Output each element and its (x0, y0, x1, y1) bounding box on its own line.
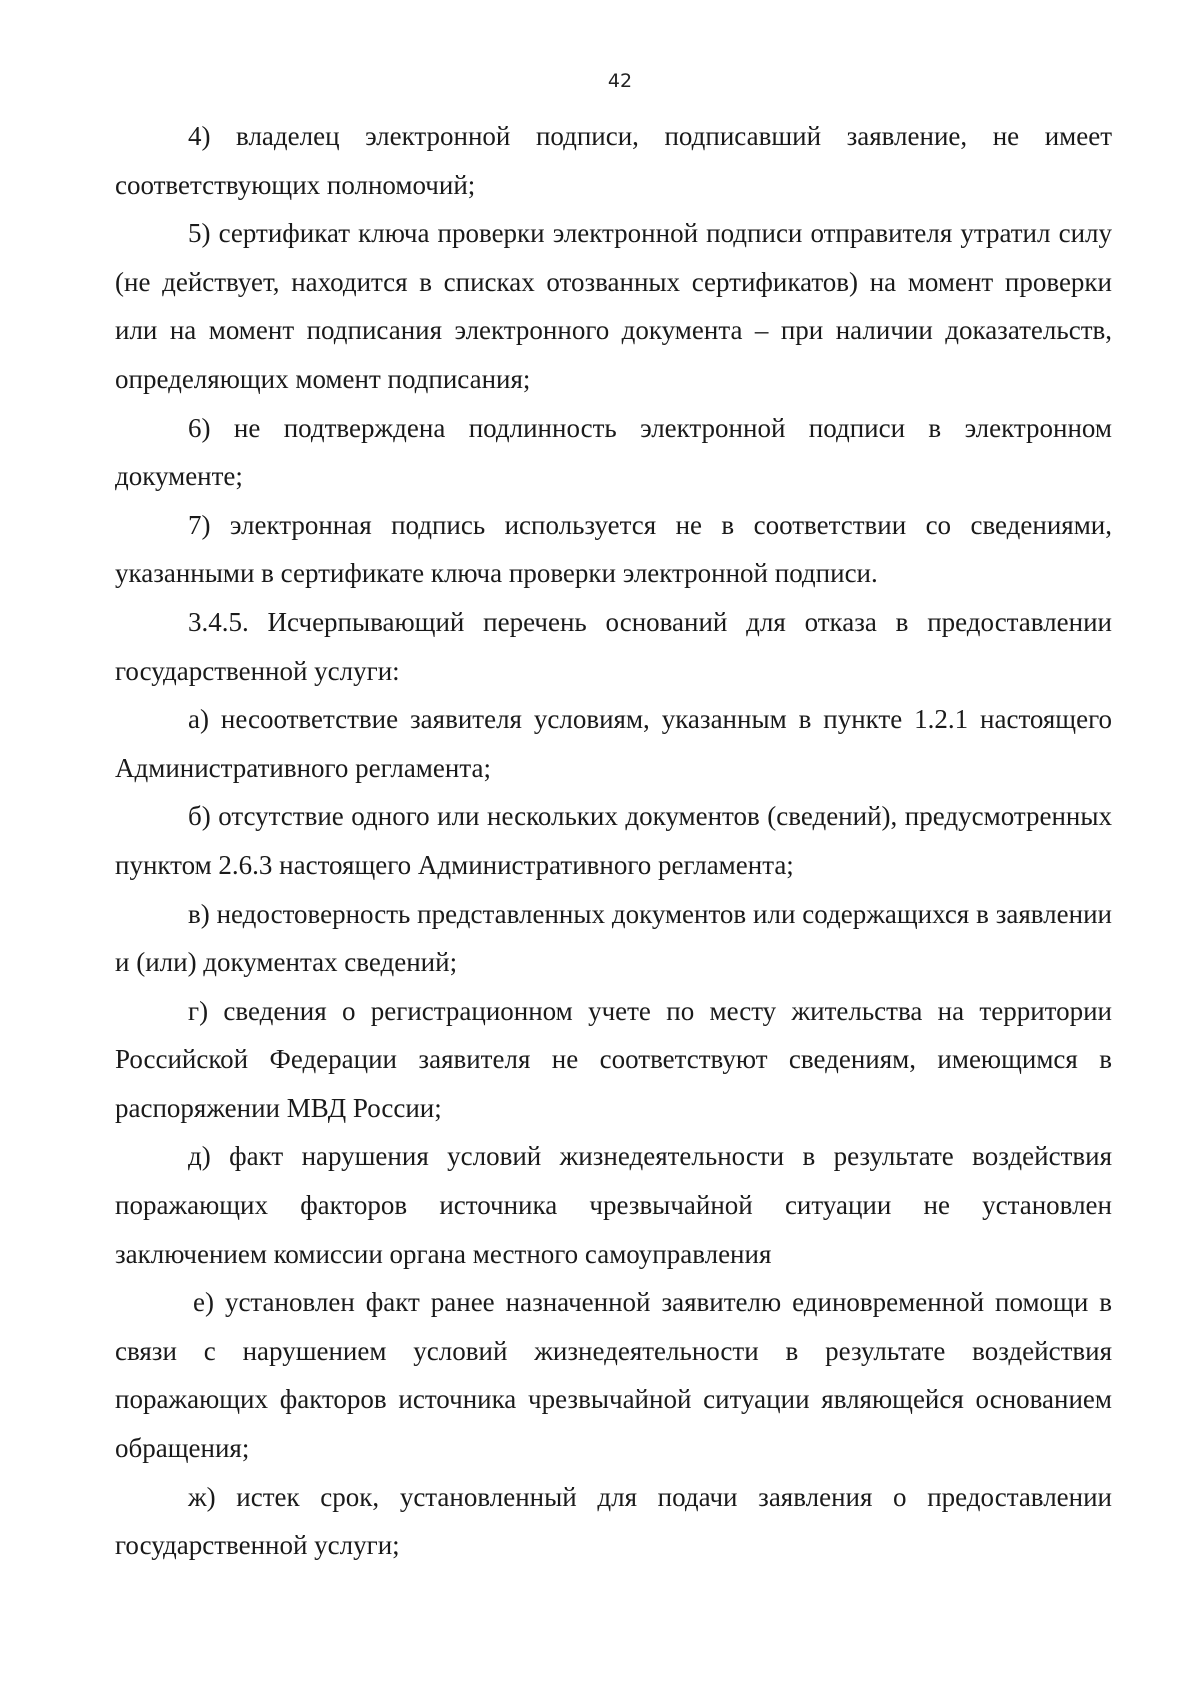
paragraph-item-zh: ж) истек срок, установленный для подачи заявления о предоставлении государственной услуги; (115, 1481, 1112, 1561)
paragraph-item-d: д) факт нарушения условий жизнедеятельности в результате воздействия поражающих факторов источника чрезвычайной ситуации не установлен заключением комиссии органа местного самоуправления (115, 1141, 1112, 1269)
paragraph-item-a: а) несоответствие заявителя условиям, указанным в пункте 1.2.1 настоящего Административного регламента; (115, 704, 1112, 783)
paragraph-section-3-4-5: 3.4.5. Исчерпывающий перечень оснований для отказа в предоставлении государственной услуги: (115, 606, 1112, 686)
paragraph-item-e: е) установлен факт ранее назначенной заявителю единовременной помощи в связи с нарушением условий жизнедеятельности в результате воздействия поражающих факторов источника чрезвычайной ситуации являющейся основанием обращения; (115, 1287, 1112, 1464)
paragraph-item-4: 4) владелец электронной подписи, подписавший заявление, не имеет соответствующих полномочий; (115, 121, 1112, 200)
paragraph-item-g: г) сведения о регистрационном учете по месту жительства на территории Российской Федерации заявителя не соответствуют сведениям, имеющимся в распоряжении МВД России; (115, 995, 1112, 1123)
paragraph-item-5: 5) сертификат ключа проверки электронной подписи отправителя утратил силу (не действует, находится в списках отозванных сертификатов) на момент проверки или на момент подписания электронного документа – при наличии доказательств, определяющих момент подписания; (115, 218, 1112, 394)
page-number: 42 (607, 70, 633, 92)
document-body (115, 112, 1112, 1570)
paragraph-item-v: в) недостоверность представленных документов или содержащихся в заявлении и (или) документах сведений; (115, 898, 1112, 978)
paragraph-item-b: б) отсутствие одного или нескольких документов (сведений), предусмотренных пунктом 2.6.3 настоящего Административного регламента; (115, 801, 1112, 880)
paragraph-item-6: 6) не подтверждена подлинность электронной подписи в электронном документе; (115, 412, 1112, 492)
paragraph-item-7: 7) электронная подпись используется не в соответствии со сведениями, указанными в сертификате ключа проверки электронной подписи. (115, 509, 1112, 589)
